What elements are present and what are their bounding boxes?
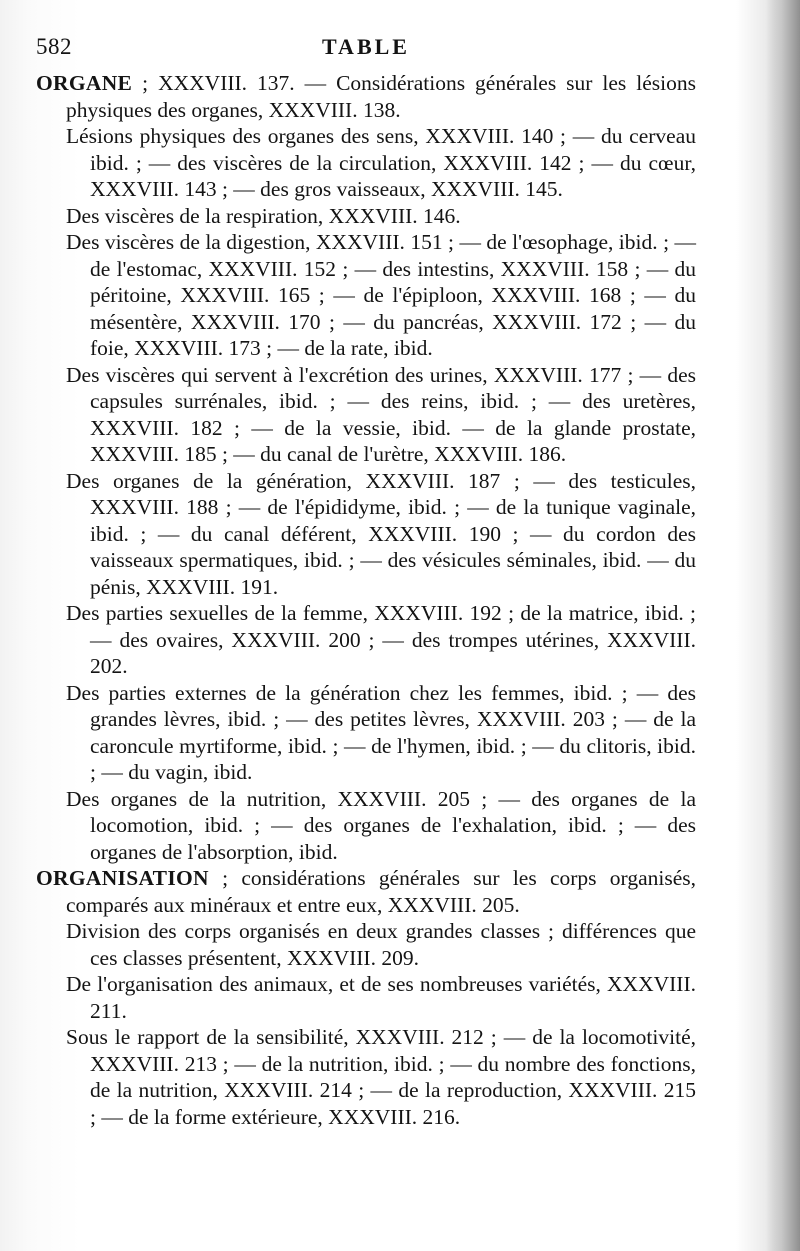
entry-keyword: ORGANISATION: [36, 866, 209, 890]
index-entry: Des organes de la génération, XXXVIII. 187 ; — des testicules, XXXVIII. 188 ; — de l'épididyme, ibid. ; — de la tunique vaginale, ibid. ; — du canal déférent, XXXVIII. 190 ; — du cordon des vaisseaux spermatiques, ibid. ; — des vésicules séminales, ibid. — du pénis, XXXVIII. 191.: [66, 468, 696, 599]
index-entry: Des parties externes de la génération chez les femmes, ibid. ; — des grandes lèvres, ibid. ; — des petites lèvres, XXXVIII. 203 ; — de la caroncule myrtiforme, ibid. ; — de l'hymen, ibid. ; — du clitoris, ibid. ; — du vagin, ibid.: [66, 680, 696, 784]
entry-text: ; considérations générales sur les corps organisés, comparés aux minéraux et entre eux, XXXVIII. 205.: [66, 866, 696, 917]
index-entry: De l'organisation des animaux, et de ses nombreuses variétés, XXXVIII. 211.: [66, 972, 696, 1023]
index-entry: Lésions physiques des organes des sens, XXXVIII. 140 ; — du cerveau ibid. ; — des viscères de la circulation, XXXVIII. 142 ; — du cœur, XXXVIII. 143 ; — des gros vaisseaux, XXXVIII. 145.: [66, 124, 696, 201]
index-text: [36, 70, 696, 1130]
page-header: [36, 34, 696, 64]
entry-text: ; XXXVIII. 137. — Considérations générales sur les lésions physiques des organes, XXXVIII. 138.: [66, 71, 696, 122]
index-entry: Sous le rapport de la sensibilité, XXXVIII. 212 ; — de la locomotivité, XXXVIII. 213 ; — de la nutrition, ibid. ; — du nombre des fonctions, de la nutrition, XXXVIII. 214 ; — de la reproduction, XXXVIII. 215 ; — de la forme extérieure, XXXVIII. 216.: [66, 1025, 696, 1129]
index-entry: Division des corps organisés en deux grandes classes ; différences que ces classes présentent, XXXVIII. 209.: [66, 919, 696, 970]
entry-keyword: ORGANE: [36, 71, 133, 95]
index-entry: Des viscères de la digestion, XXXVIII. 151 ; — de l'œsophage, ibid. ; — de l'estomac, XXXVIII. 152 ; — des intestins, XXXVIII. 158 ; — du péritoine, XXXVIII. 165 ; — de l'épiploon, XXXVIII. 168 ; — du mésentère, XXXVIII. 170 ; — du pancréas, XXXVIII. 172 ; — du foie, XXXVIII. 173 ; — de la rate, ibid.: [66, 230, 696, 360]
index-entry-organe: [36, 70, 696, 123]
page-spine-shadow: [766, 0, 800, 1251]
index-entry-organisation: [36, 865, 696, 918]
page-number: 582: [36, 34, 72, 59]
running-title: TABLE: [322, 34, 410, 59]
index-entry: Des organes de la nutrition, XXXVIII. 205 ; — des organes de la locomotion, ibid. ; — des organes de l'exhalation, ibid. ; — des organes de l'absorption, ibid.: [66, 786, 696, 864]
index-entry: Des viscères de la respiration, XXXVIII. 146.: [66, 203, 461, 228]
index-entry: Des viscères qui servent à l'excrétion des urines, XXXVIII. 177 ; — des capsules surrénales, ibid. ; — des reins, ibid. ; — des uretères, XXXVIII. 182 ; — de la vessie, ibid. — de la glande prostate, XXXVIII. 185 ; — du canal de l'urètre, XXXVIII. 186.: [66, 362, 696, 466]
index-entry: Des parties sexuelles de la femme, XXXVIII. 192 ; de la matrice, ibid. ; — des ovaires, XXXVIII. 200 ; — des trompes utérines, XXXVIII. 202.: [66, 601, 696, 678]
